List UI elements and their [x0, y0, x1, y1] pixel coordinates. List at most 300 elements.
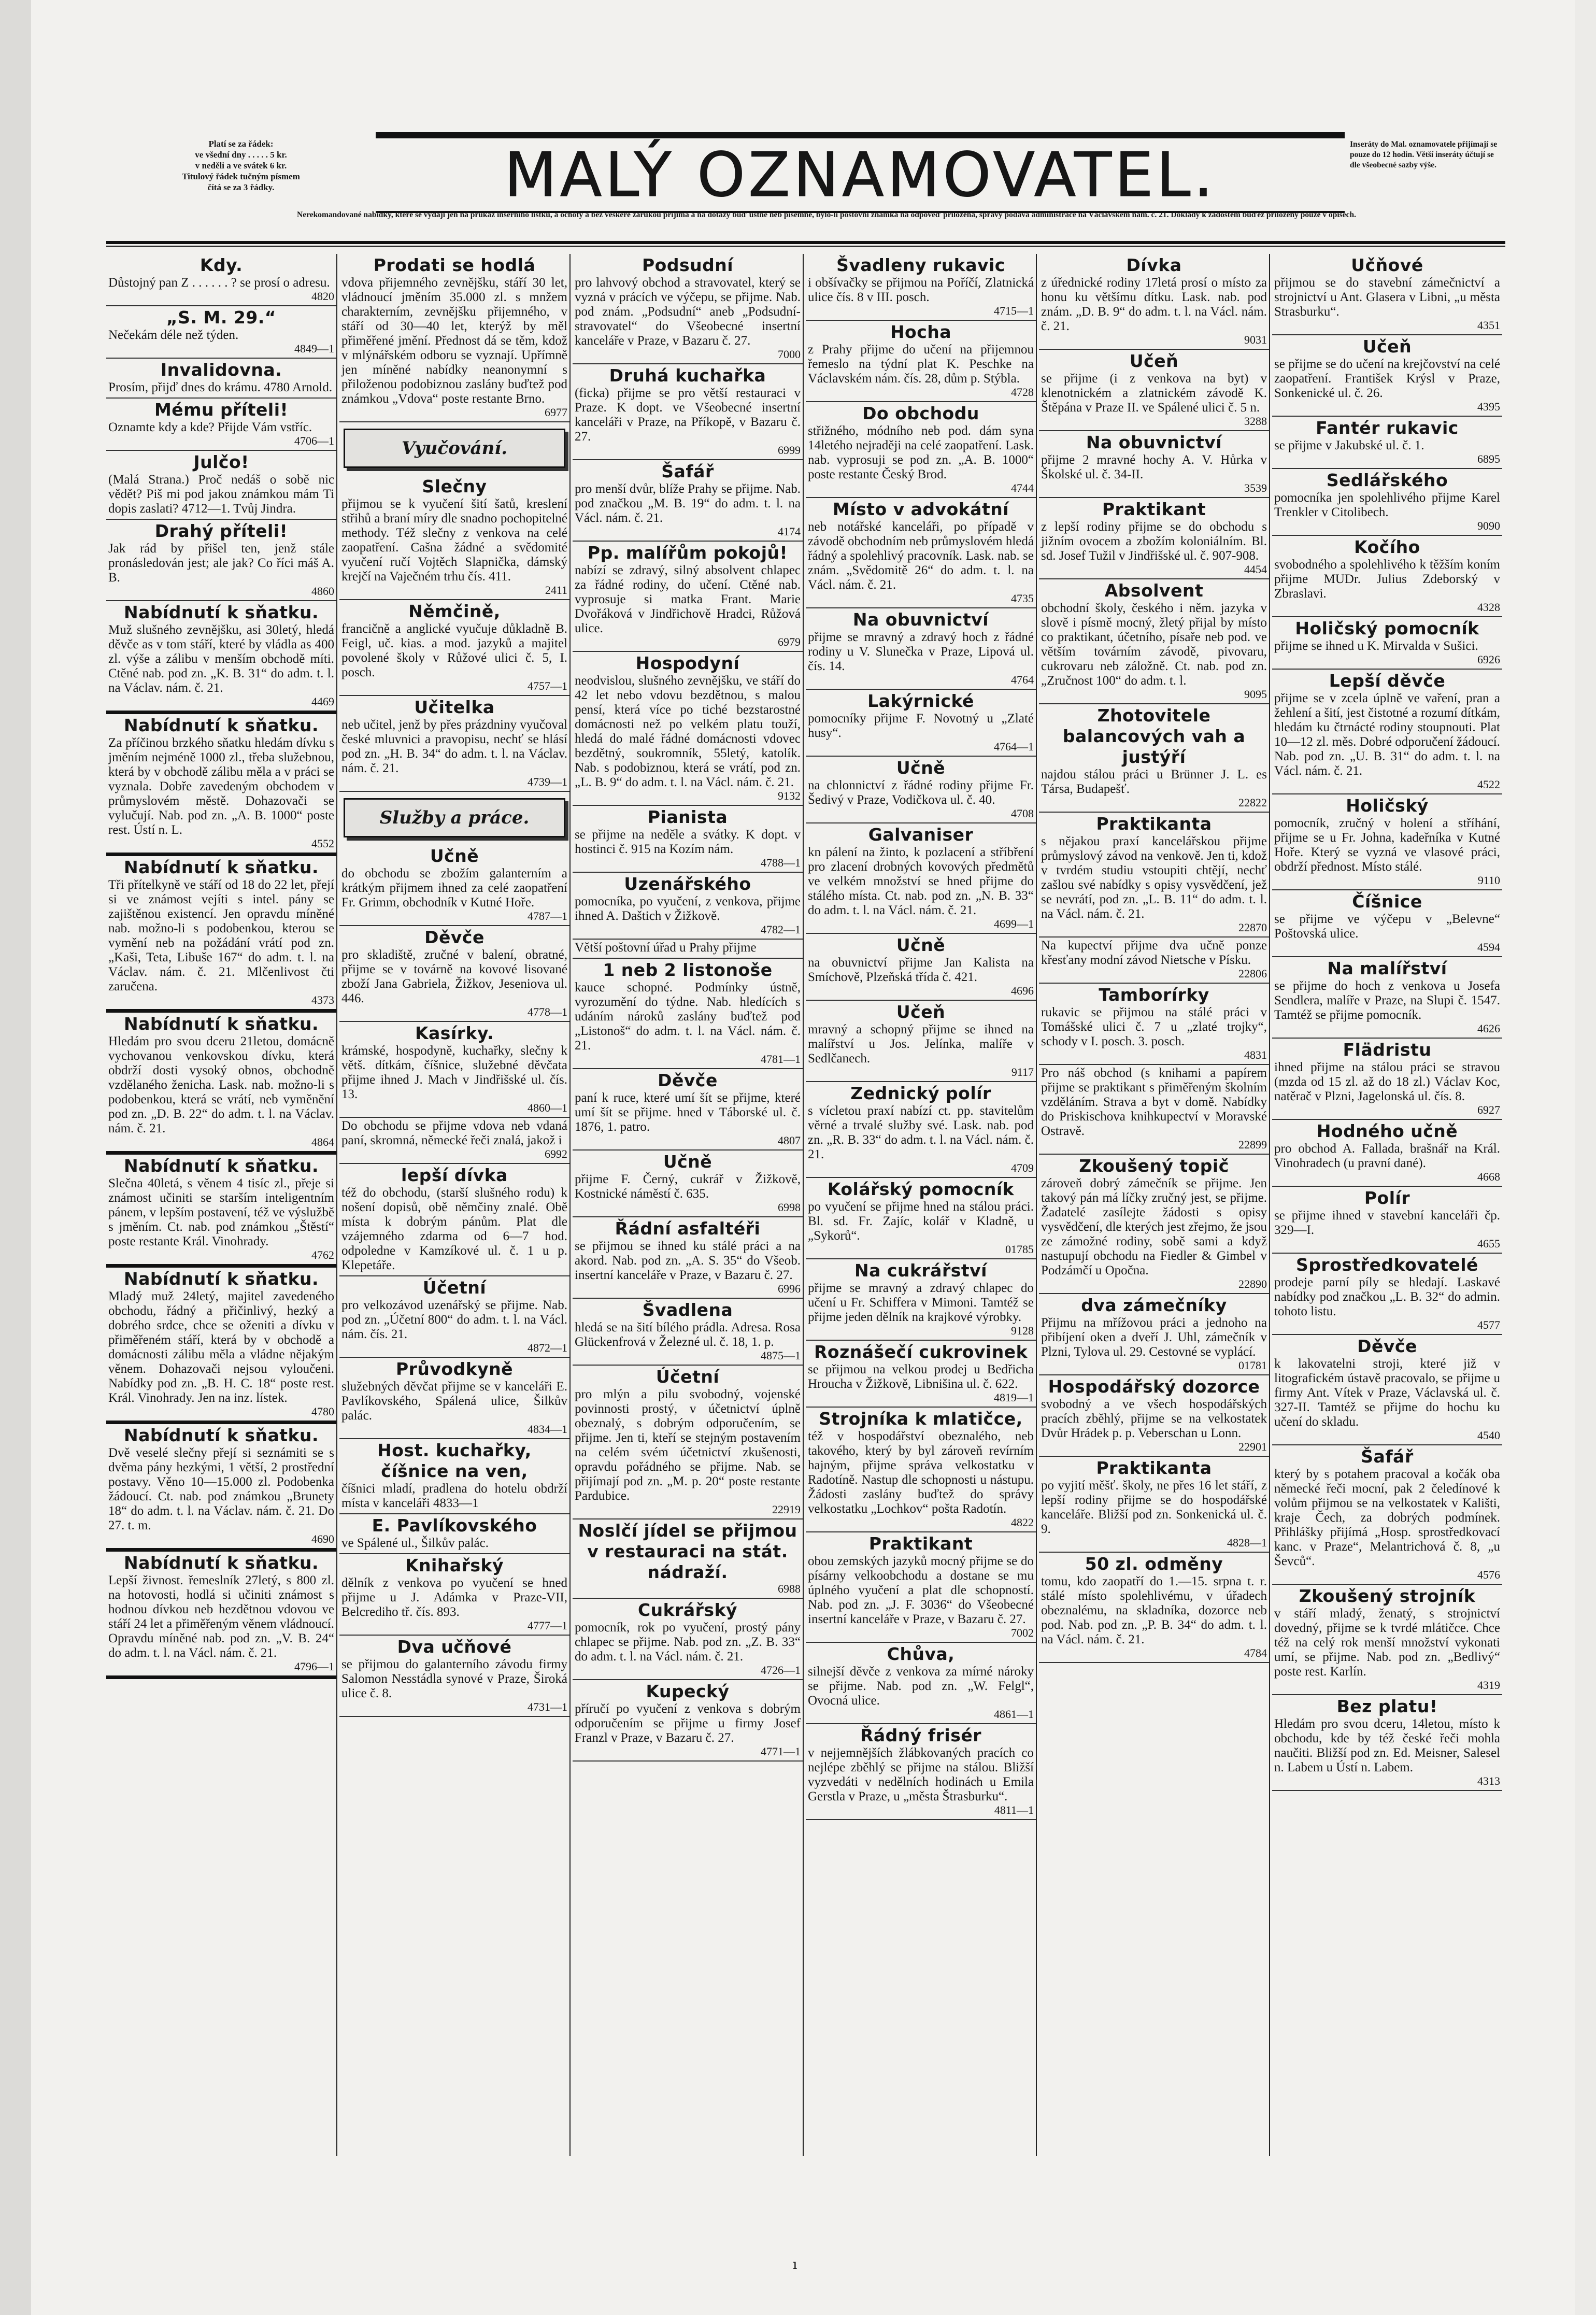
ad-headline: Řádní asfaltéři: [615, 1218, 761, 1239]
ad-body: Dvě veselé slečny přejí si seznámiti se s dvěma pány hezkými, 1 větší, 2 prostřední postavy. Věno 10—15.000 zl. Podobenka žádoucí. Ct. nab. pod známkou „Brunety 18“ do adm. t. l. na Václav. nám. č. 21. Do 27. t. m.: [108, 1446, 334, 1532]
ad-headline: Sedlářského: [1326, 470, 1448, 490]
ad-body: dělník z venkova po vyučení se hned přijme u J. Adámka v Praze-VII, Belcrediho tř. čís. 893.: [341, 1576, 567, 1619]
ad-headline: Praktikanta: [1096, 1458, 1212, 1478]
ad-body: po vyučení se přijme hned na stálou práci. Bl. sd. Fr. Zajíc, kolář v Kladně, u „Sykorů“.: [808, 1200, 1034, 1243]
ad-number: 22822: [1238, 796, 1267, 809]
ad-body: který by s potahem pracoval a kočák oba německé řeči mocní, pak 2 čeledínové k volům přijmou se na velkostatek v Kališti, kraje Čech, za dobrých podmínek. Přihlášky přijímá „Hosp. sprostředkovací kanc. v Praze“, Melantrichová č. 8, „u Ševců“.: [1274, 1467, 1500, 1568]
ad-headline: Šafář: [1361, 1446, 1414, 1467]
classified-ad: [106, 451, 336, 520]
ad-body: hledá se na šití bílého prádla. Adresa. Rosa Glückenfrová v Železné ul. č. 18, 1. p.: [575, 1320, 801, 1349]
ad-number: 4373: [311, 993, 334, 1006]
ad-body: Mladý muž 24letý, majitel zavedeného obchodu, řádný a přičinlivý, hezký a dobrého srdce, chce se oženiti a dívku v přiměřeném stáří, která by v obchodě a domácnosti zálibu měla a vládne nějakým věnem. Dohazovači nejsou vyloučeni. Nabídky pod zn. „B. H. C. 18“ poste rest. Král. Vinohrady. Jen na inz. lístek.: [108, 1289, 334, 1405]
ad-headline: Nabídnutí k sňatku.: [123, 1425, 319, 1445]
ad-headline: Na cukrářství: [854, 1260, 987, 1281]
rate-line: Titulový řádek tučným písmem: [182, 172, 300, 181]
classified-ad: [106, 1268, 336, 1424]
ad-number: 9031: [1244, 333, 1267, 346]
ad-body: se přijme na neděle a svátky. K dopt. v hostinci č. 915 na Kozím nám.: [575, 828, 801, 856]
ad-number: 4819—1: [994, 1391, 1034, 1404]
ad-body: pro obchod A. Fallada, brašnář na Král. Vinohradech (u pravní dané).: [1274, 1142, 1500, 1170]
classified-ad: [1272, 1254, 1502, 1335]
ad-body: Přijmu na mřížovou práci a jednoho na přibíjení oken a dveří J. Uhl, zámečník v Plzni, Tylova ul. 29. Cestovné se vyplácí.: [1041, 1316, 1267, 1359]
classified-ad: [573, 1151, 803, 1217]
ad-body: rukavic se přijmou na stálé práci v Tomášské ulici č. 7 u „zlaté trojky“, schody v I. posch. 3. posch.: [1041, 1005, 1267, 1048]
ad-number: 7002: [1011, 1626, 1034, 1639]
ad-body: kn pálení na žinto, k pozlacení a stříbření pro zlacení drobných kovových předmětů ve velkém množství se hned přijme do stálého místa. Ct. nab. pod zn. „N. B. 33“ do adm. t. l. na Václ. nám. č. 21.: [808, 845, 1034, 917]
ad-body: Tři přítelkyně ve stáří od 18 do 22 let, přejí si ve známost vejíti s intel. pány se zajištěnou existencí. Jen opravdu míněné nab. možno-li s podobenkou, kterou se vymění neb na požádání vrátí pod zn. „Kaši, Teta, Libuše 167“ do adm. t. l. na Václav. nám. č. 21. Mlčenlivost čti zaručena.: [108, 878, 334, 993]
classified-ad: [106, 254, 336, 306]
ad-number: 4522: [1477, 778, 1500, 791]
classified-ad: [339, 254, 569, 422]
ad-number: 4395: [1477, 400, 1500, 413]
ad-headline: Lepší děvče: [1329, 671, 1446, 691]
classified-ad: [1272, 536, 1502, 617]
classified-ad: [1272, 335, 1502, 417]
classified-ad: [106, 1424, 336, 1552]
ad-body: vdova přijemného zevnějšku, stáří 30 let, vládnoucí jměním 35.000 zl. s mnžem charakterním, zevnějšku přijemného, v stáří od 30—40 let, kterýž by měl přiměřené jmění. Přednost dá se těm, kdož v mlýnářském odboru se vyznají. Upřímně jen míněné nabídky neanonymní s přiloženou podobiznou zaslány buďtež pod známkou „Vdova“ poste restante Brno.: [341, 276, 567, 406]
ad-body: Pro náš obchod (s knihami a papírem přijme se praktikant s přiměřeným školním vzděláním. Strava a byt v domě. Nabídky do Priskischova knihkupectví v Moravské Ostravě.: [1041, 1066, 1267, 1138]
classified-ad: [1272, 1120, 1502, 1187]
classified-ad: [1272, 254, 1502, 335]
classified-ad: [806, 1408, 1036, 1532]
classified-ad: [339, 1514, 569, 1554]
ad-number: 4764—1: [994, 740, 1034, 753]
ad-number: 4739—1: [528, 775, 567, 788]
ad-headline: 50 zl. odměny: [1085, 1554, 1223, 1574]
classified-ad: [806, 1341, 1036, 1408]
ad-headline: Cukrářský: [637, 1600, 738, 1620]
classified-ad: [573, 542, 803, 652]
ad-body: pomocník, zručný v holení a stříhání, přijme se u Fr. Johna, kadeřníka v Kutné Hoře. Který se vyzná ve vlasové práci, obdrží přednost. Místo stálé.: [1274, 816, 1500, 874]
ad-body: pomocník, rok po vyučení, prostý pány chlapec se přijme. Nab. pod zn. „Z. B. 33“ do adm. t. l. na Václ. nám. č. 21.: [575, 1621, 801, 1664]
ad-headline: Účetní: [422, 1277, 487, 1298]
footer-mark: ı: [793, 2257, 797, 2273]
classified-ad: [806, 757, 1036, 823]
ad-headline: Hocha: [890, 322, 952, 342]
ad-headline: Průvodkyně: [395, 1359, 514, 1379]
ad-body: silnejší děvče z venkova za mírné nároky se přijme. Nab. pod zn. „W. Felgl“, Ovocná ulice.: [808, 1665, 1034, 1708]
classified-ad: [573, 1599, 803, 1680]
masthead: [376, 132, 1345, 213]
ad-body: tomu, kdo zaopatří do 1.—15. srpna t. r. stálé místo spolehlivému, v úřadech obeznalému, na skladníka, dozorce neb pod. Nab. pod zn. „P. B. 34“ do adm. t. l. na Václ. nám. č. 21.: [1041, 1574, 1267, 1646]
classified-ad: [1039, 984, 1269, 1065]
ad-number: 4811—1: [994, 1803, 1034, 1816]
ad-number: 4780: [311, 1405, 334, 1418]
ad-headline: Zkoušený topič: [1079, 1156, 1229, 1176]
column-6: [1272, 254, 1502, 2156]
classified-ad: [573, 873, 803, 940]
ad-headline: Zkoušený strojník: [1299, 1586, 1476, 1606]
classified-ad: [106, 1552, 336, 1679]
ad-headline: Galvaniser: [868, 825, 974, 845]
ad-body: se přijme ve výčepu v „Belevne“ Poštovská ulice.: [1274, 912, 1500, 941]
ad-number: 6999: [778, 444, 801, 457]
ad-headline: lepší dívka: [401, 1165, 508, 1185]
ad-body: nabízí se zdravý, silný absolvent chlapec za řádné rodiny, do učení. Ctěné nab. vyprosuje si matka Frant. Marie Dvořáková v Jindřichově Hradci, Růžová ulice.: [575, 563, 801, 635]
ad-number: 3539: [1244, 481, 1267, 494]
classified-ad: [106, 1013, 336, 1155]
classified-ad: [573, 1299, 803, 1366]
classified-ad: [806, 934, 1036, 1001]
ad-body: Nečekám déle než týden.: [108, 328, 239, 342]
ad-number: 4690: [311, 1532, 334, 1545]
ad-number: 6996: [778, 1282, 801, 1295]
ad-headline: Řádný frisér: [860, 1725, 982, 1745]
ad-number: 4728: [1011, 386, 1034, 399]
ad-body: též v hospodářství obeznalého, neb takového, který by byl zároveň revírním hajným, přijme správa velkostatku v Radotíně. Nastup dle schopnosti u nástupu. Žádosti zaslány buďtež do správy velkostatku „Lochkov“ pošta Radotín.: [808, 1429, 1034, 1516]
ad-headline: Učeň: [1362, 336, 1412, 357]
classified-ad: [1039, 579, 1269, 704]
ad-body: (ficka) přijme se pro větší restauraci v Praze. K dopt. ve Všeobecné insertní kanceláři v Praze, na Příkopě, v Bazaru č. 27.: [575, 386, 801, 444]
ad-body: s vícletou praxí nabízí ct. pp. stavitelům věrné a trvalé služby své. Lask. nab. pod zn. „R. B. 33“ do adm. t. l. na Václ. nám. č. 21.: [808, 1104, 1034, 1161]
ad-body: se přijme ihned v stavební kanceláři čp. 329—I.: [1274, 1209, 1500, 1237]
ad-headline: Švadlena: [642, 1300, 733, 1320]
ad-body: se přijme se do učení na krejčovství na celé zaopatření. František Krýsl v Praze, Sonkenické ul. č. 26.: [1274, 357, 1500, 400]
ad-headline: Slečny: [422, 476, 487, 496]
ad-number: 4174: [778, 525, 801, 538]
ad-number: 4872—1: [528, 1341, 567, 1354]
classified-ad: [573, 806, 803, 873]
column-4: [806, 254, 1037, 2156]
ad-headline: Číšnice: [1352, 891, 1422, 912]
ad-body: se přijme do hoch z venkova u Josefa Sendlera, malíře v Praze, na Slupi č. 1547. Tamtéž se přijme pomocník.: [1274, 979, 1500, 1022]
ad-number: 4787—1: [528, 910, 567, 922]
classified-ad: [1272, 1445, 1502, 1585]
ad-number: 4726—1: [761, 1664, 801, 1677]
ad-body: pomocníka jen spolehlivého přijme Karel Trenkler v Citolibech.: [1274, 491, 1500, 519]
ad-headline: dva zámečníky: [1081, 1295, 1227, 1315]
ad-body: se přijme (i z venkova na byt) v klenotnickém a zlatnickém závodě K. Štěpána v Praze II. ve Spálené ulici č. 5 n.: [1041, 372, 1267, 415]
ad-number: 22901: [1238, 1440, 1267, 1453]
ad-number: 4875—1: [761, 1349, 801, 1362]
classified-ad: [339, 1554, 569, 1636]
ad-number: 4706—1: [294, 434, 334, 447]
ad-headline: Nabídnutí k sňatku.: [123, 1156, 319, 1176]
ad-headline: Zhotovitele balancových vah a justýří: [1062, 705, 1246, 767]
column-2: [339, 254, 571, 2156]
ad-number: 4668: [1477, 1170, 1500, 1183]
ad-body: přijmou se k vyučení šití šatů, kreslení střihů a braní míry dle snadno pochopitelné methody. Též slečny z venkova na celé zaopatření. Cašna žádné a svědomité vyučení ručí Vojtěch Slapnička, dámský krejčí na Vaječném trhu čís. 411.: [341, 497, 567, 584]
classified-ad: [1272, 890, 1502, 957]
column-5: [1039, 254, 1270, 2156]
ad-headline: Julčo!: [193, 452, 249, 472]
ad-headline: Kolářský pomocník: [827, 1179, 1015, 1199]
classified-ad: [339, 845, 569, 926]
ad-body: pro lahvový obchod a stravovatel, který se vyzná v prácích ve výčepu, se přijme. Nab. pod znám. „Podsudní“ aneb „Podsudní-stravovatel“ do Všeobecné insertní kanceláře v Praze, v Bazaru č. 27.: [575, 276, 801, 348]
classified-ad: [1039, 813, 1269, 938]
classified-ad: [106, 1155, 336, 1268]
ad-number: 6927: [1477, 1103, 1500, 1116]
ad-headline: Pianista: [647, 807, 728, 827]
ad-number: 6895: [1477, 452, 1500, 465]
ad-body: z Prahy přijme do učení na přijemnou řemeslo na týdní plat K. Peschke na Václavském nám. čís. 28, dům p. Stýbla.: [808, 343, 1034, 386]
ad-number: 6998: [778, 1201, 801, 1214]
ad-number: 9132: [778, 789, 801, 802]
ad-body: svobodného a spolehlivého k těžším koním přijme MUDr. Julius Zdeborský v Zbraslavi.: [1274, 558, 1500, 601]
ad-body: přijme 2 mravné hochy A. V. Hůrka v Školské ul. č. 34-II.: [1041, 453, 1267, 481]
ad-body: prodeje parní píly se hledají. Laskavé nabídky pod značkou „L. B. 32“ do admin. tohoto listu.: [1274, 1275, 1500, 1318]
ad-headline: Noslčí jídel se přijmou v restauraci na stát. nádraží.: [578, 1521, 797, 1582]
classified-ad: [806, 1082, 1036, 1178]
ad-headline: Hospodyní: [635, 653, 740, 673]
ad-headline: Učně: [896, 935, 946, 955]
ad-headline: Dívka: [1126, 255, 1182, 275]
ad-headline: Invalidovna.: [160, 360, 282, 380]
classified-ad: [339, 926, 569, 1022]
ad-number: 6992: [545, 1147, 567, 1160]
ad-number: 3288: [1244, 415, 1267, 428]
ad-body: přijme F. Černý, cukrář v Žižkově, Kostnické náměstí č. 635.: [575, 1172, 801, 1201]
ad-number: 4655: [1477, 1237, 1500, 1250]
ad-body: najdou stálou práci u Brünner J. L. es Társa, Budapešť.: [1041, 768, 1267, 796]
classified-ad: [573, 652, 803, 806]
ad-body: Oznamte kdy a kde? Přijde Vám vstříc.: [108, 420, 312, 434]
ad-number: 4576: [1477, 1568, 1500, 1581]
ad-number: 4757—1: [528, 679, 567, 692]
classified-ad: [573, 940, 803, 959]
classified-ad: [339, 1636, 569, 1717]
ad-number: 4313: [1477, 1774, 1500, 1787]
ad-number: 6988: [778, 1582, 801, 1595]
ad-body: zároveň dobrý zámečník se přijme. Jen takový pán má líčky zručný jest, se přijme. Žadatelé zasílejte žádosti s opisy vysvědčení, dle kterých jest zřejmo, že jsou ze zámožné rodiny, sobě sami a když nastupují obchodu na Fiedler & Gimbel v Podzámčí u Opočna.: [1041, 1176, 1267, 1277]
ad-headline: Na obuvnictví: [852, 609, 989, 630]
ad-number: 4762: [311, 1248, 334, 1261]
ad-body: obou zemských jazyků mocný přijme se do písárny velkoobchodu a dostane se mu úplného vyučení a plat dle schopností. Nab. pod zn. „J. F. 3036“ do Všeobecné insertní kanceláře v Praze, v Bazaru č. 27.: [808, 1554, 1034, 1626]
ad-body: s nějakou praxí kancelářskou přijme průmyslový závod na venkově. Jen ti, kdož v tvrdém studiu vstoupiti chtějí, nechť zašlou své nabídky s opisy vysvědčení, jež se nevrátí, pod zn. „L. B. 11“ do adm. t. l. na Václ. nám. č. 21.: [1041, 834, 1267, 921]
classified-ad: [573, 460, 803, 542]
classified-ad: [106, 306, 336, 359]
ad-number: 4552: [311, 837, 334, 850]
ad-headline: Tamborírky: [1099, 985, 1209, 1005]
classified-ad: [573, 1680, 803, 1762]
ad-number: 7000: [778, 348, 801, 361]
ad-number: 4796—1: [294, 1660, 334, 1673]
classified-ad: [806, 823, 1036, 934]
classified-ad: [806, 1724, 1036, 1820]
ad-number: 4831: [1244, 1048, 1267, 1061]
ad-headline: Podsudní: [642, 255, 734, 275]
classified-ad: [573, 254, 803, 364]
ad-headline: Kočího: [1354, 537, 1420, 557]
ad-number: 4764: [1011, 673, 1034, 686]
ad-headline: Sprostředkovatelé: [1296, 1255, 1478, 1275]
ad-headline: Mému příteli!: [154, 400, 289, 420]
ad-number: 4731—1: [528, 1700, 567, 1713]
ad-body: pomocníky přijme F. Novotný u „Zlaté husy“.: [808, 712, 1034, 740]
ad-body: do obchodu se zbožím galanterním a krátkým přijmem ihned za celé zaopatření Fr. Grimm, obchodník v Kutné Hoře.: [341, 867, 567, 910]
ad-number: 4709: [1011, 1161, 1034, 1174]
classified-ad: [806, 402, 1036, 498]
ad-number: 4540: [1477, 1429, 1500, 1442]
ad-body: Jak rád by přišel ten, jenž stále pronásledován jest; ale jak? Co říci máš A. B.: [108, 542, 334, 585]
classified-ad: [806, 1001, 1036, 1082]
scan-edge: [0, 0, 31, 2315]
ad-body: obchodní školy, českého i něm. jazyka v slově i písmě mocný, žletý přijal by místo co praktikant, účetního, písaře neb pod. ve větším továrním závodě, pivovaru, cukrovaru neb záložně. Ct. nab. pod zn. „Zručnost 100“ do adm. t. l.: [1041, 601, 1267, 688]
classified-ad: [106, 714, 336, 856]
ad-body: neb učitel, jenž by přes prázdniny vyučoval české mluvnici a pravopisu, nechť se hlásí pod zn. „H. B. 34“ do adm. t. l. na Václav. nám. č. 21.: [341, 718, 567, 775]
classified-ad: [806, 690, 1036, 757]
classified-ad: [806, 254, 1036, 321]
classified-ad: [573, 1366, 803, 1519]
ad-number: 01785: [1005, 1243, 1034, 1256]
ad-headline: Holičský pomocník: [1295, 618, 1479, 638]
classified-ad: [1272, 417, 1502, 469]
ad-headline: Hospodářský dozorce: [1048, 1376, 1260, 1397]
ad-body: pomocníka, po vyučení, z venkova, přijme ihned A. Daštich v Žižkově.: [575, 894, 801, 923]
ad-body: Hledám pro svou dceru, 14letou, místo k obchodu, kde by též české řeči mohla naučiti. Bližší pod zn. Ed. Meisner, Salesel n. Labem u Ústí n. Labem.: [1274, 1717, 1500, 1774]
classified-ad: [339, 600, 569, 696]
classified-ad: [1039, 498, 1269, 579]
ad-body: v stáří mladý, ženatý, s strojnictví dovedný, přijme se k tvrdé mlátičce. Chce též na celý rok menší množství vykonati umí, se přijme. Nab. pod zn. „Bedlivý“ poste rest. Karlín.: [1274, 1607, 1500, 1679]
ad-number: 4828—1: [1227, 1536, 1267, 1549]
ad-number: 4328: [1477, 601, 1500, 614]
ad-body: přijme se v zcela úplně ve vaření, pran a žehlení a šití, jest čistotné a rozumí dítkám, hledám ku čtrnácté rodiny stoupnouti. Plat 10—12 zl. měs. Dobré odporučení žádoucí. Nab. pod zn. „U. B. 31“ do adm. t. l. na Václ. nám. č. 21.: [1274, 691, 1500, 778]
ad-body: se přijmou do galanterního závodu firmy Salomon Nesstádla synové v Praze, Široká ulice č. 8.: [341, 1657, 567, 1700]
ad-body: kauce schopné. Podmínky ústně, vyrozumění do týdne. Nab. hledících s udáním nároků zaslány buďtež pod „Listonoš“ do adm. t. l. na Václ. nám. č. 21.: [575, 981, 801, 1053]
ad-number: 4699—1: [994, 917, 1034, 930]
ad-headline: Děvče: [658, 1070, 718, 1090]
ad-number: 4807: [778, 1134, 801, 1147]
ad-number: 4781—1: [761, 1053, 801, 1066]
classified-ad: [1039, 254, 1269, 350]
classified-ad: [1039, 350, 1269, 431]
insert-note: Inseráty do Mal. oznamovatele přijímají se pouze do 12 hodin. Větší inseráty účtují se dle všeobecné sazby výše.: [1350, 140, 1498, 169]
ad-headline: Praktikanta: [1096, 814, 1212, 834]
ad-number: 4744: [1011, 481, 1034, 494]
classified-ad: [573, 1519, 803, 1599]
ad-headline: Účetní: [656, 1367, 720, 1387]
ad-headline: Prodati se hodlá: [373, 255, 536, 275]
ad-number: 22919: [772, 1503, 801, 1516]
ad-headline: Lakýrnické: [867, 691, 974, 711]
ad-headline: Druhá kuchařka: [609, 365, 766, 386]
ad-number: 9117: [1011, 1066, 1034, 1078]
ad-headline: Nabídnutí k sňatku.: [123, 715, 319, 735]
ad-headline: Nabídnutí k sňatku.: [123, 1014, 319, 1034]
classified-ad: [1272, 794, 1502, 890]
masthead-title: MALÝ OZNAMOVATEL.: [504, 139, 1217, 210]
ad-number: 2411: [545, 584, 567, 596]
classified-ad: [573, 1069, 803, 1151]
classified-ad: [1272, 1695, 1502, 1791]
ad-body: z lepší rodiny přijme se do obchodu s jižním ovocem a zbožím koloniálním. Bl. sd. Josef Tužil v Jindřišské ul. č. 907-908.: [1041, 520, 1267, 563]
column-3: [573, 254, 804, 2156]
classified-ad: [1272, 1039, 1502, 1120]
ad-headline: Nabídnutí k sňatku.: [123, 602, 319, 622]
ad-body: ihned přijme na stálou práci se stravou (mzda od 15 zl. až do 18 zl.) Václav Koc, natěrač v Plzni, Jagelonská ul. čís. 8.: [1274, 1060, 1500, 1103]
classified-ad: [1039, 1065, 1269, 1155]
ad-headline: Hodného učně: [1316, 1121, 1458, 1141]
ad-body: se přijmou se ihned ku stálé práci a na akord. Nab. pod zn. „A. S. 35“ do Všeob. insertní kanceláře v Praze, v Bazaru č. 27.: [575, 1239, 801, 1282]
ad-headline: Praktikant: [1102, 499, 1206, 519]
ad-body: Muž slušného zevnějšku, asi 30letý, hledá děvče as v tom stáří, které by vládla as 400 zl. výše a zálibu v menším obchodě míti. Ctěné nab. pod zn. „K. B. 31“ do adm. t. l. na Václav. nám. č. 21.: [108, 623, 334, 695]
ad-body: pro menší dvůr, blíže Prahy se přijme. Nab. pod značkou „M. B. 19“ do adm. t. l. na Václ. nám. č. 21.: [575, 482, 801, 525]
ad-headline: Holičský: [1346, 796, 1429, 816]
ad-number: 4735: [1011, 592, 1034, 605]
ad-headline: Host. kuchařky, číšnice na ven,: [377, 1440, 532, 1481]
ad-body: Do obchodu se přijme vdova neb vdaná paní, skromná, německé řeči znalá, jakož i: [341, 1119, 567, 1147]
ad-number: 9095: [1244, 688, 1267, 701]
classified-ad: [106, 359, 336, 399]
ad-number: 4834—1: [528, 1423, 567, 1436]
ad-headline: Učně: [896, 758, 946, 778]
ad-number: 4782—1: [761, 923, 801, 936]
ad-number: 6977: [545, 406, 567, 419]
classified-ad: [339, 1164, 569, 1276]
classified-ad: [339, 1439, 569, 1514]
classified-ad: [1039, 1457, 1269, 1553]
classified-ad: [1039, 431, 1269, 498]
ad-number: 9128: [1011, 1324, 1034, 1337]
ad-headline: Strojníka k mlatičce,: [819, 1409, 1023, 1429]
rate-line: v neděli a ve svátek 6 kr.: [195, 161, 287, 171]
header-rule-thin: [106, 246, 1505, 247]
section-title: Vyučování.: [401, 438, 508, 459]
classified-ad: [1039, 704, 1269, 813]
classified-ad: [1272, 1585, 1502, 1695]
ad-headline: Dva učňové: [397, 1637, 512, 1657]
ad-number: 4822: [1011, 1516, 1034, 1529]
classified-ad: [106, 520, 336, 601]
ad-number: 4594: [1477, 941, 1500, 954]
ad-body: paní k ruce, které umí šít se přijme, které umí šít se přijme. hned v Táborské ul. č. 1876, 1. patro.: [575, 1091, 801, 1134]
ad-body: krámské, hospodyně, kuchařky, slečny k větš. dítkám, číšnice, služebné děvčata přijme ihned J. Mach v Jindřišské ul. čís. 13.: [341, 1044, 567, 1101]
ad-columns: [106, 254, 1505, 2156]
ad-body: pro velkozávod uzenářský se přijme. Nab. pod zn. „Účetní 800“ do adm. t. l. na Václ. nám. čís. 21.: [341, 1298, 567, 1341]
classified-ad: [1039, 1155, 1269, 1294]
ad-headline: Děvče: [1357, 1336, 1417, 1356]
ad-headline: Absolvent: [1104, 580, 1204, 601]
ad-number: 4861—1: [994, 1708, 1034, 1721]
ad-headline: Učňové: [1351, 255, 1423, 275]
ad-number: 6979: [778, 635, 801, 648]
section-title: Služby a práce.: [379, 807, 530, 828]
ad-body: Důstojný pan Z . . . . . . ? se prosí o adresu.: [108, 276, 330, 290]
ad-body: Lepší živnost. řemeslník 27letý, s 800 zl. na hotovosti, hodlá si učiniti známost s hodnou dívkou neb hezdětnou vdovou ve stáří 24 let a přiměřeným věnem vládnoucí. Opravdu míněné nab. pod zn. „V. B. 24“ do adm. t. l. na Václ. nám. č. 21.: [108, 1573, 334, 1660]
ad-headline: Zednický polír: [850, 1083, 991, 1103]
ad-number: 01781: [1238, 1359, 1267, 1372]
ad-body: mravný a schopný přijme se ihned na malířství u Jos. Jelínka, malíře v Sedlčanech.: [808, 1022, 1034, 1066]
ad-number: 4860—1: [528, 1101, 567, 1114]
ad-body: Hledám pro svou dceru 21letou, domácně vychovanou venkovskou dívku, která obdrží dosti vysoký obnos, obchodně vzdělaného ženicha. Lask. nab. možno-li s podobenkou, která se vrátí, neb vyměnění pod zn. „D. B. 22“ do adm. t. l. na Václav. nám. č. 21.: [108, 1034, 334, 1135]
classified-ad: [1272, 617, 1502, 670]
ad-body: přijme se mravný a zdravý hoch z řádné rodiny u V. Slunečka v Praze, Lipová ul. čís. 14.: [808, 630, 1034, 673]
ad-body: též do obchodu, (starší slušného rodu) k nošení dopisů, obě němčiny znalé. Obě místa k dobrým pánům. Plat dle vzájemného zdarma od 6—7 hod. odpoledne v Kamzíkové ul. č. 1 u p. Klepetáře.: [341, 1186, 567, 1272]
ad-headline: E. Pavlíkovského: [372, 1515, 537, 1536]
ad-number: 4696: [1011, 984, 1034, 997]
ad-number: 4820: [311, 290, 334, 303]
ad-number: 4771—1: [761, 1745, 801, 1758]
ad-body: Prosím, přijď dnes do krámu. 4780 Arnold.: [108, 380, 333, 394]
ad-body: přijme se mravný a zdravý chlapec do učení u Fr. Schiffera v Mimoni. Tamtéž se přijme jeden dělník na krajkové výrobky.: [808, 1281, 1034, 1324]
ad-body: po vyjití měšť. školy, ne přes 16 let stáří, z lepší rodiny přijme se do hospodářské kanceláře. Bližší pod zn. Sonkenická ul. č. 9.: [1041, 1479, 1267, 1536]
ad-headline: Polír: [1364, 1188, 1410, 1208]
ad-body: na obuvnictví přijme Jan Kalista na Smíchově, Plzeňská třída č. 421.: [808, 956, 1034, 984]
classified-ad: [339, 1358, 569, 1439]
ad-body: francičně a anglické vyučuje důkladně B. Feigl, uč. kias. a mod. jazyků a majitel povolené školy v Růžové ulici č. 5, I. posch.: [341, 622, 567, 679]
ad-body: i obšívačky se přijmou na Poříčí, Zlatnická ulice čís. 8 v III. posch.: [808, 276, 1034, 304]
ad-body: číšnici mladí, pradlena do hotelu obdrží místa v kanceláři 4833—1: [341, 1482, 567, 1510]
ad-headline: Učně: [663, 1152, 712, 1172]
classified-ad: [806, 1178, 1036, 1259]
classified-ad: [1039, 1553, 1269, 1663]
ad-headline: Drahý příteli!: [154, 521, 288, 541]
ad-number: 4778—1: [528, 1005, 567, 1018]
ad-body: pro mlýn a pilu svobodný, vojenské povinnosti prostý, v účetnictví úplně obeznalý, s dobrým odporučením, se přijme. Jen ti, kteří se stejným postavením na celém svém účetnictví zkušenosti, opravdu pořádného se přijme. Nab. se přijímají pod zn. „M. p. 20“ poste restante Pardubice.: [575, 1387, 801, 1503]
ad-body: svobodný a ve všech hospodářských pracích zběhlý, přijme se na velkostatek Dvůr Hrádek p. p. Veberschan u Lonn.: [1041, 1397, 1267, 1440]
ad-headline: Kupecký: [646, 1681, 730, 1701]
ad-number: 4319: [1477, 1679, 1500, 1692]
